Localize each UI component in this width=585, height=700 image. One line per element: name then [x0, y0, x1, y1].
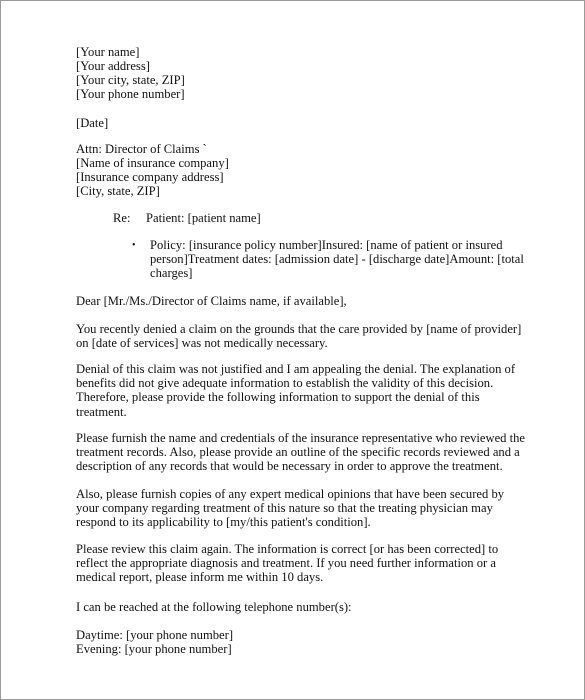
paragraph-line: treatment records. Also, please provide an outline of the specific records reviewed and a: [76, 445, 520, 460]
re-label: Re:: [113, 211, 131, 225]
recipient-attn: Attn: Director of Claims `: [76, 142, 207, 156]
reach-statement: I can be reached at the following telephone number(s):: [76, 600, 352, 614]
policy-line: person]Treatment dates: [admission date] - [discharge date]Amount: [total: [150, 252, 524, 267]
paragraph-line: Also, please furnish copies of any expert medical opinions that have been secured by: [76, 487, 505, 501]
sender-phone: [Your phone number]: [76, 87, 185, 101]
paragraph-line: Therefore, please provide the following information to support the denial of this: [76, 390, 480, 405]
recipient-company: [Name of insurance company]: [76, 156, 229, 170]
paragraph-line: treatment.: [76, 404, 127, 419]
sender-city-state-zip: [Your city, state, ZIP]: [76, 73, 185, 87]
policy-line: Policy: [insurance policy number]Insured: [name of patient or insured: [150, 238, 503, 252]
bullet-marker: •: [132, 240, 136, 251]
daytime-phone: Daytime: [your phone number]: [76, 628, 234, 642]
paragraph-appeal: [76, 362, 516, 419]
paragraph-line: Denial of this claim was not justified and I am appealing the denial. The explanation of: [76, 362, 516, 376]
sender-address: [Your address]: [76, 59, 150, 73]
paragraph-denied-claim: [76, 322, 522, 351]
paragraph-review: [76, 542, 516, 585]
paragraph-line: benefits did not give adequate information to establish the validity of this decision.: [76, 376, 494, 391]
paragraph-line: Please review this claim again. The information is correct [or has been corrected] to: [76, 542, 499, 556]
policy-details: [150, 238, 524, 281]
sender-name: [Your name]: [76, 45, 140, 59]
recipient-city-state-zip: [City, state, ZIP]: [76, 184, 160, 198]
paragraph-line: medical report, please inform me within 10 days.: [76, 570, 324, 585]
paragraph-line: You recently denied a claim on the grounds that the care provided by [name of provider]: [76, 322, 522, 336]
paragraph-line: on [date of services] was not medically necessary.: [76, 336, 328, 351]
paragraph-line: reflect the appropriate diagnosis and treatment. If you need further information or a: [76, 556, 496, 571]
paragraph-line: description of any records that would be necessary in order to approve the treatment.: [76, 459, 503, 474]
paragraph-line: respond to its applicability to [my/this patient's condition].: [76, 515, 371, 530]
paragraph-line: your company regarding treatment of this nature so that the treating physician may: [76, 501, 493, 516]
re-patient: Patient: [patient name]: [146, 211, 261, 225]
policy-line: charges]: [150, 266, 193, 281]
salutation: Dear [Mr./Ms./Director of Claims name, if available],: [76, 294, 347, 308]
paragraph-line: Please furnish the name and credentials of the insurance representative who reviewed the: [76, 431, 525, 445]
recipient-company-address: [Insurance company address]: [76, 170, 224, 184]
evening-phone: Evening: [your phone number]: [76, 642, 232, 656]
paragraph-expert-opinions: [76, 487, 516, 530]
letter-date: [Date]: [76, 116, 109, 130]
paragraph-credentials: [76, 431, 525, 474]
